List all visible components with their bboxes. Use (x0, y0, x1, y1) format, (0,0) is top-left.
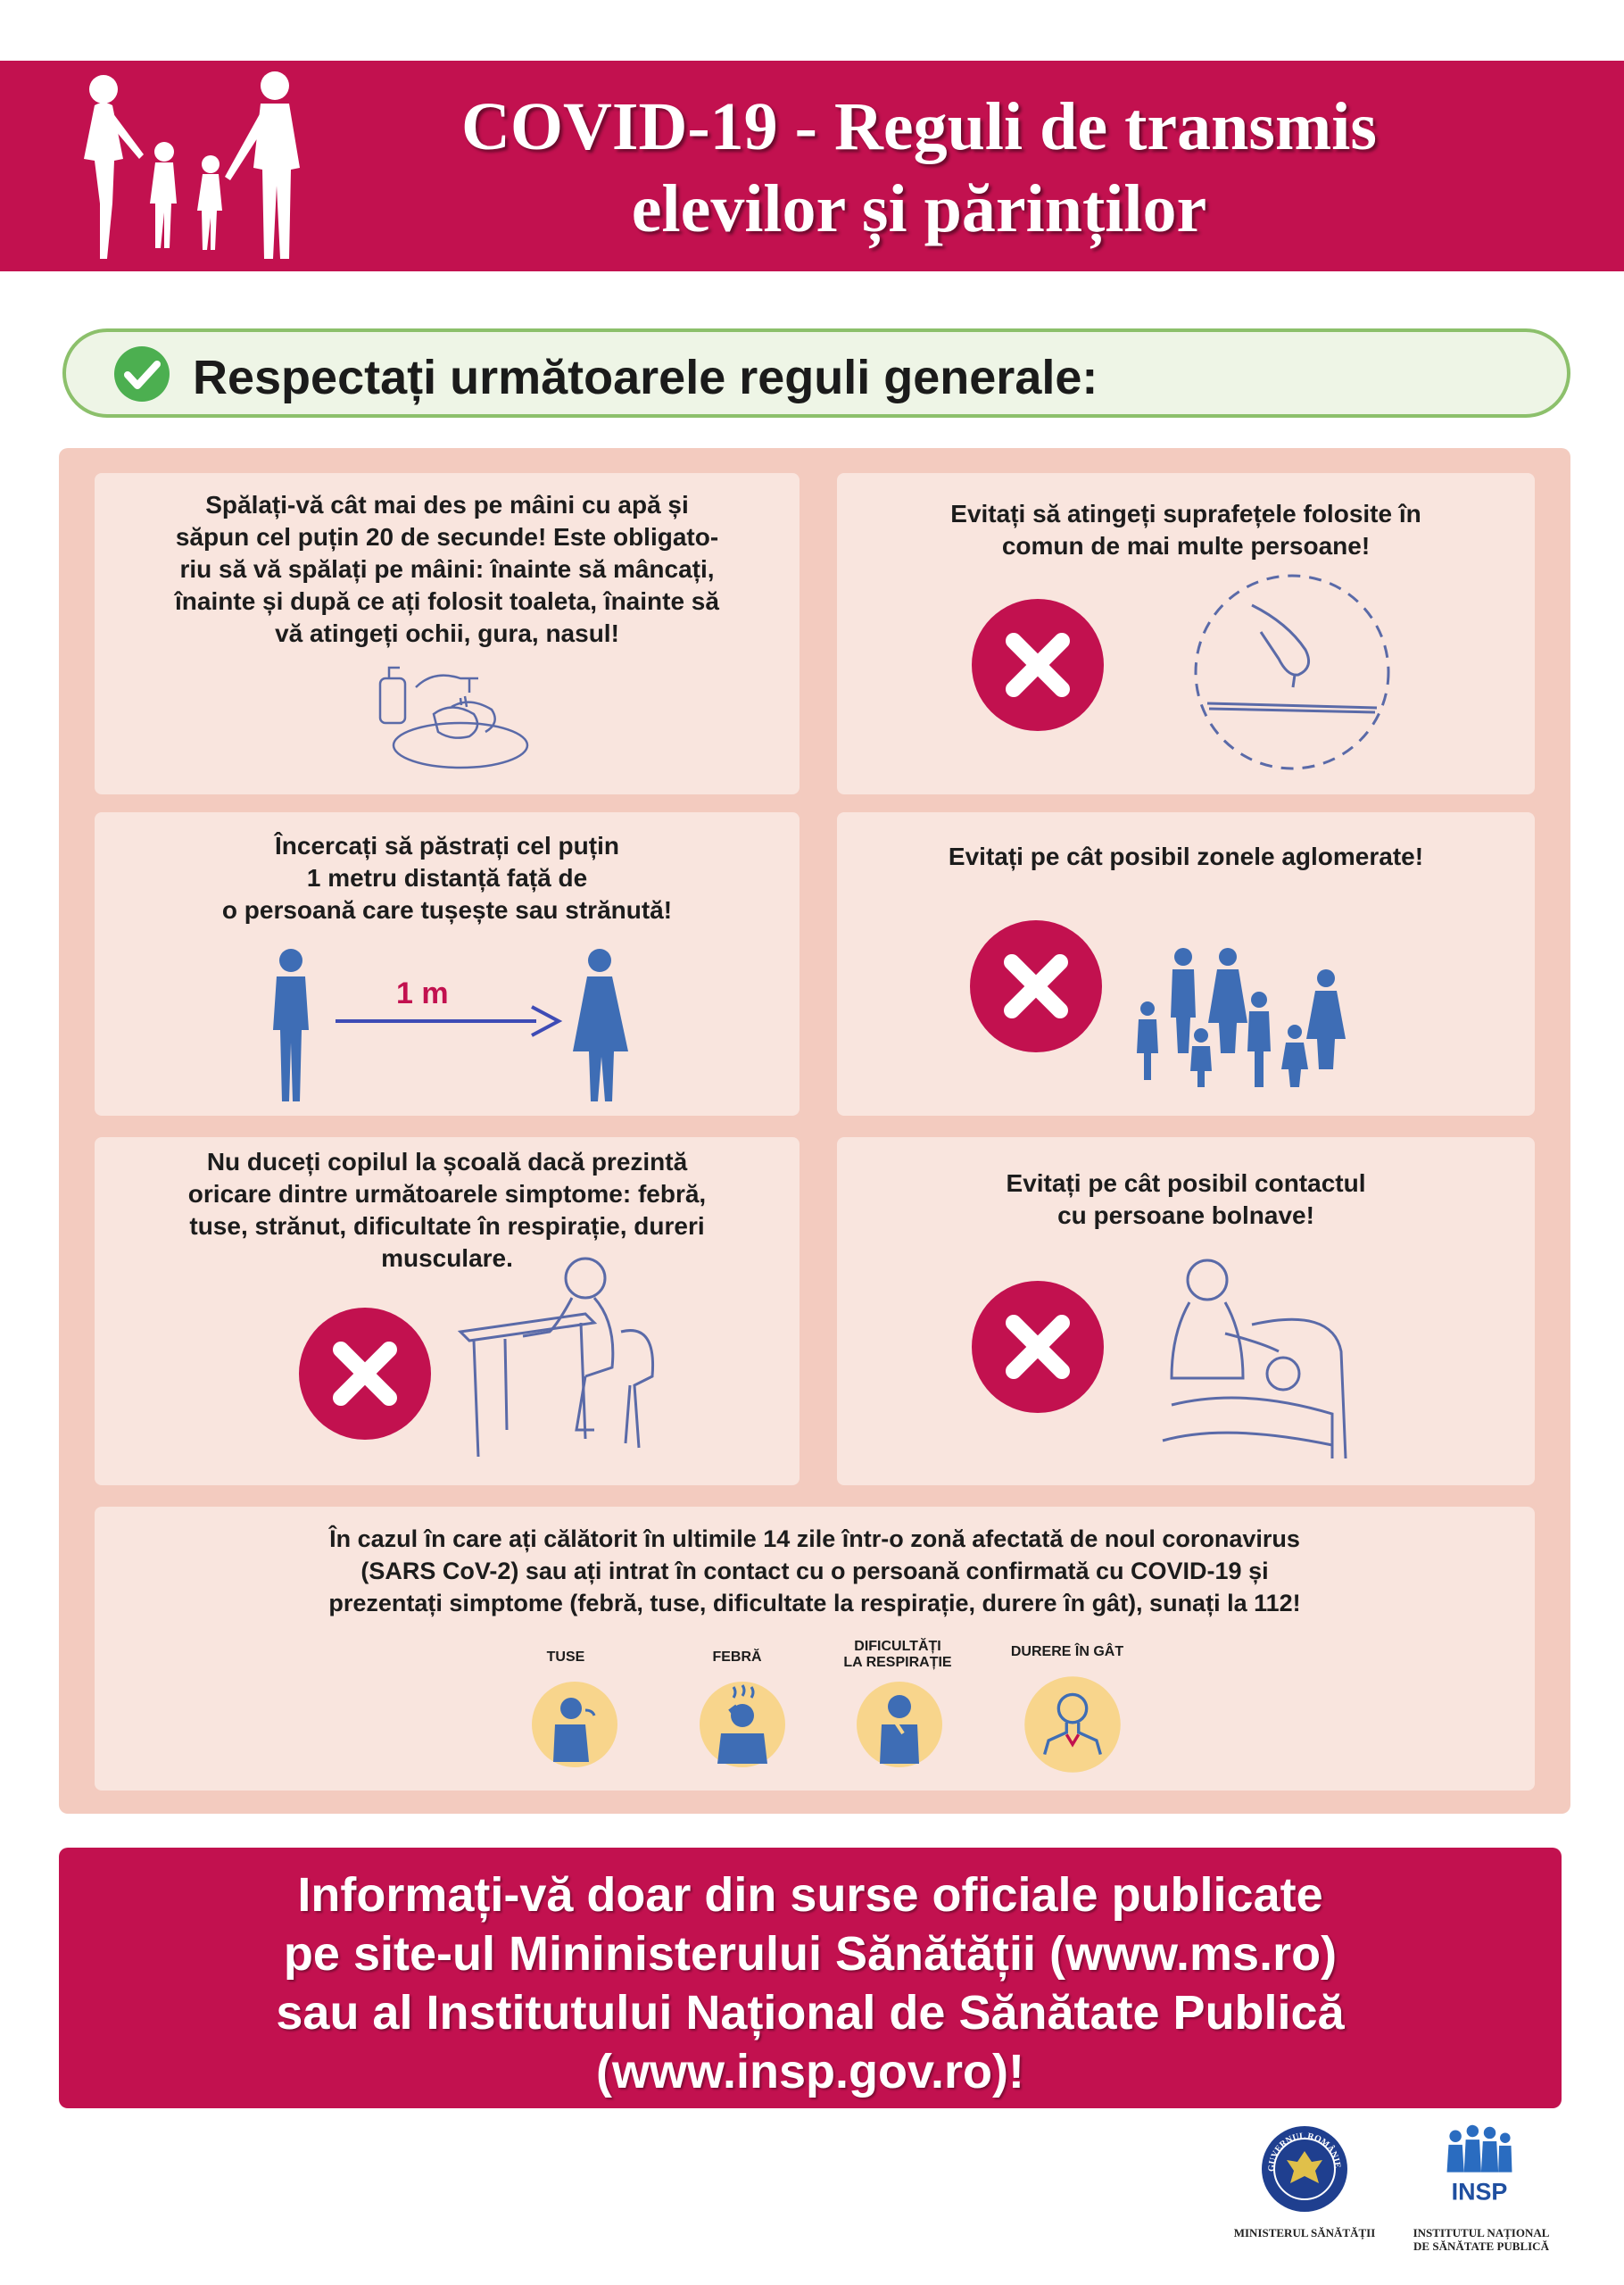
touch-surface-icon (1189, 569, 1395, 775)
insp-caption: INSTITUTUL NAȚIONAL DE SĂNĂTATE PUBLICĂ (1413, 2226, 1550, 2253)
caregiver-patient-icon (1154, 1253, 1368, 1467)
card-handwash (95, 473, 800, 794)
crowds-text: Evitați pe cât posibil zonele aglomerate! (948, 843, 1424, 870)
symptom-label-cough: TUSE (546, 1649, 585, 1665)
sore-throat-icon (1023, 1674, 1123, 1774)
fever-icon (698, 1680, 787, 1769)
card-sick-child (95, 1137, 800, 1485)
breathing-icon (855, 1680, 944, 1769)
official-sources-text: Informați-vă doar din surse oficiale publicate pe site-ul Mininisterului Sănătății (www.ms.ro) sau al Institutului Național de Sănătate Publică (www.insp.gov.ro)! (276, 1868, 1345, 2098)
distance-label: 1 m (396, 976, 449, 1010)
card-crowds (837, 812, 1535, 1116)
symptom-label-breathing: DIFICULTĂȚI LA RESPIRAȚIE (843, 1639, 952, 1670)
rules-panel (59, 448, 1570, 1814)
official-sources-banner (59, 1848, 1562, 2108)
handwash-text: Spălați-vă cât mai des pe mâini cu apă și săpun cel puțin 20 de secunde! Este obligato- riu să vă spălați pe mâini: înainte să mâncați, înainte și după ce ați folosit toaleta, înainte să vă atingeți ochii, gura, nasul! (175, 491, 719, 647)
card-distance (95, 812, 800, 1116)
prohibited-x-icon (969, 919, 1103, 1053)
government-seal-icon (1260, 2124, 1349, 2214)
distance-figures-icon (264, 944, 639, 1105)
symptom-label-sore-throat: DURERE ÎN GÂT (1010, 1644, 1124, 1659)
surfaces-text: Evitați să atingeți suprafețele folosite în comun de mai multe persoane! (950, 500, 1421, 560)
title-line-1: COVID-19 - Reguli de transmis (461, 89, 1377, 164)
general-rules-bar (62, 328, 1570, 418)
general-rules-heading: Respectați următoarele reguli generale: (193, 351, 1098, 404)
prohibited-x-icon (298, 1307, 432, 1441)
student-at-desk-icon (452, 1251, 684, 1466)
symptom-label-fever: FEBRĂ (712, 1649, 762, 1665)
crowd-icon (1130, 946, 1353, 1089)
family-silhouette-icon (59, 70, 327, 266)
cough-icon (530, 1680, 619, 1769)
svg-text:GUVERNUL ROMÂNIEI: GUVERNUL ROMÂNIE (1266, 2131, 1343, 2173)
svg-text:INSP: INSP (1451, 2178, 1508, 2206)
page-title (357, 86, 1481, 250)
card-travel (95, 1507, 1535, 1791)
insp-logo-icon (1437, 2121, 1522, 2206)
header-banner (0, 61, 1624, 271)
ministry-caption: MINISTERUL SĂNĂTĂȚII (1233, 2226, 1376, 2239)
prohibited-x-icon (971, 1280, 1105, 1414)
sick-contact-text: Evitați pe cât posibil contactul cu persoane bolnave! (1006, 1169, 1366, 1229)
distance-text: Încercați să păstrați cel puțin 1 metru distanță față de o persoană care tușește sau strănută! (221, 832, 673, 924)
sick-child-text: Nu duceți copilul la școală dacă prezintă oricare dintre următoarele simptome: febră, tuse, strănut, dificultate în respirație, dureri musculare. (187, 1148, 707, 1272)
title-line-2: elevilor și părinților (631, 171, 1207, 246)
checkmark-icon (112, 345, 171, 403)
card-sick-contact (837, 1137, 1535, 1485)
card-surfaces (837, 473, 1535, 794)
prohibited-x-icon (971, 598, 1105, 732)
travel-text: În cazul în care ați călătorit în ultimile 14 zile într-o zonă afectată de noul coronavirus (SARS CoV-2) sau ați intrat în contact cu o persoană confirmată cu COVID-19 și prezentați simptome (febră, tuse, dificultate la respirație, durere în gât), sunați la 112! (328, 1525, 1301, 1616)
handwashing-icon (371, 652, 532, 777)
